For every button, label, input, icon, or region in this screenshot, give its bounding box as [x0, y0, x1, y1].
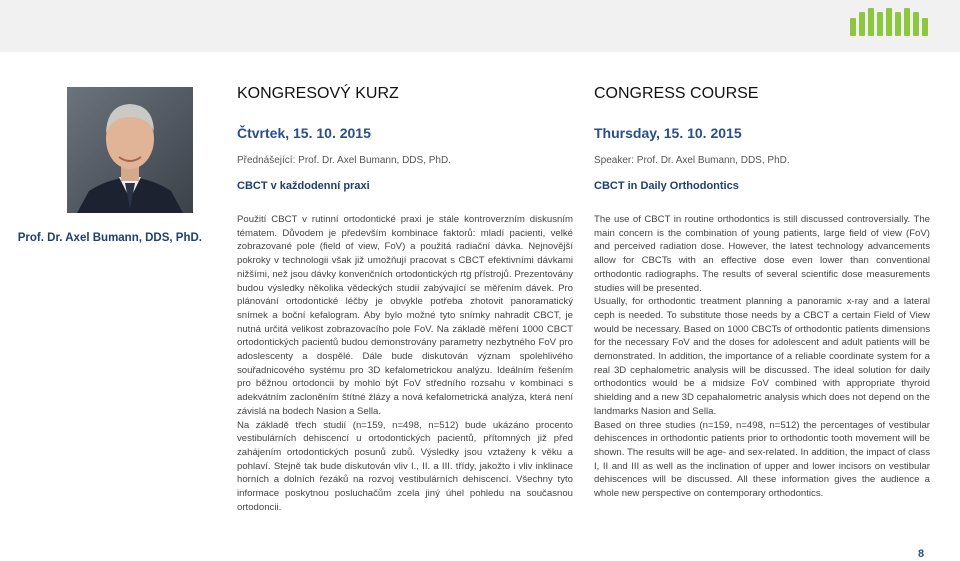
- speaker-line: Přednášející: Prof. Dr. Axel Bumann, DDS, PhD.: [237, 155, 451, 166]
- page-number: 8: [918, 548, 925, 560]
- speaker-photo: [67, 87, 193, 213]
- course-date: Čtvrtek, 15. 10. 2015: [237, 125, 371, 141]
- abstract-paragraph: Based on three studies (n=159, n=498, n=512) the percentages of vestibular dehiscences in orthodontic patients prior to orthodontic tooth movement will be shown. The results will be age- and sex-related. In addition, the impact of class I, II and III as well as the inclination of upper and lower incisors on vestibular dehiscences will be discussed. All these information gives the audience a whole new perspective on contemporary orthodontics.: [594, 419, 930, 500]
- course-date: Thursday, 15. 10. 2015: [594, 125, 742, 141]
- topic-title: CBCT v každodenní praxi: [237, 180, 370, 192]
- abstract-text: [237, 213, 573, 514]
- congress-logo-icon: [848, 6, 930, 38]
- speaker-name-side: Prof. Dr. Axel Bumann, DDS, PhD.: [17, 232, 202, 244]
- topic-title: CBCT in Daily Orthodontics: [594, 180, 739, 192]
- abstract-paragraph: The use of CBCT in routine orthodontics is still discussed controversially. The main concern is the combination of young patients, large field of view (FoV) and perceived radiation dose. However, the latest technology advancements allow for CBCTs with an effective dose even lower than conventional orthodontic radiographs. The results of several scientific dose measurements studies will be presented.: [594, 214, 930, 294]
- abstract-paragraph: Použití CBCT v rutinní ortodontické praxi je stále kontroverzním diskusním tématem. Důvodem je především kombinace faktorů: mladí pacienti, velké zobrazované pole (field of view, FoV) a použitá radiační dávka. Nejnovější pokroky v technologii však již umožňují pracovat s CBCT efektivními dávkami nižšími, než jsou dávky konvenčních ortodontických rtg přístrojů. Prezentovány budou výsledky několika vědeckých studií zabývající se měřením dávek. Pro plánování ortodontické léčby je obvykle potřeba zhotovit panoramatický snímek a boční kefalogram. Aby bylo možné tyto snímky nahradit CBCT, je nutná určitá velikost zobrazovacího pole FoV. Na základě měření 1000 CBCT ortodontických pacientů budou demonstrovány parametry nezbytného FoV pro adoslescenty a dospělé. Dále bude diskutován význam spolehlivého souřadnicového systému pro 3D kefalometrickou analýzu. Ideálním řešením pro běžnou ortodoncii by mohlo být FoV středního rozsahu v kombinaci s adekvátním zacloněním štítné žlázy a nová kefalometrická analýza, která není závislá na bodech Nasion a Sella.: [237, 214, 573, 417]
- course-heading: KONGRESOVÝ KURZ: [237, 85, 399, 102]
- header-band: [0, 0, 960, 52]
- course-heading: CONGRESS COURSE: [594, 85, 759, 102]
- abstract-paragraph: Na základě třech studií (n=159, n=498, n=512) bude ukázáno procento vestibulárních dehiscencí u ortodontických pacientů, přítomných již před zahájením ortodontických posunů zubů. Výsledky jsou vztaženy k věku a pohlaví. Stejně tak bude diskutován vliv I., II. a III. třídy, jakožto i vliv inklinace horních a dolních řezáků na rozvoj vestibulárních dehiscencí. Všechny tyto informace poskytnou posluchačům zcela jiný úhel pohledu na současnou ortodoncii.: [237, 419, 573, 513]
- abstract-text: [594, 213, 930, 501]
- speaker-line: Speaker: Prof. Dr. Axel Bumann, DDS, PhD.: [594, 155, 790, 166]
- abstract-paragraph: Usually, for orthodontic treatment planning a panoramic x-ray and a lateral ceph is needed. To substitute those needs by a CBCT a certain Field of View would be necessary. Based on 1000 CBCTs of orthodontic patients dimensions for the necessary FoV and the doses for adolescent and adult patients will be demonstrated. In addition, the importance of a reliable coordinate system for a real 3D cephalometric analysis will be discussed. The ideal solution for daily orthodontics would be a midsize FoV combined with appropriate thyroid shielding and a new 3D cepahalometric analysis which does not depend on the landmarks Nasion and Sella.: [594, 296, 930, 417]
